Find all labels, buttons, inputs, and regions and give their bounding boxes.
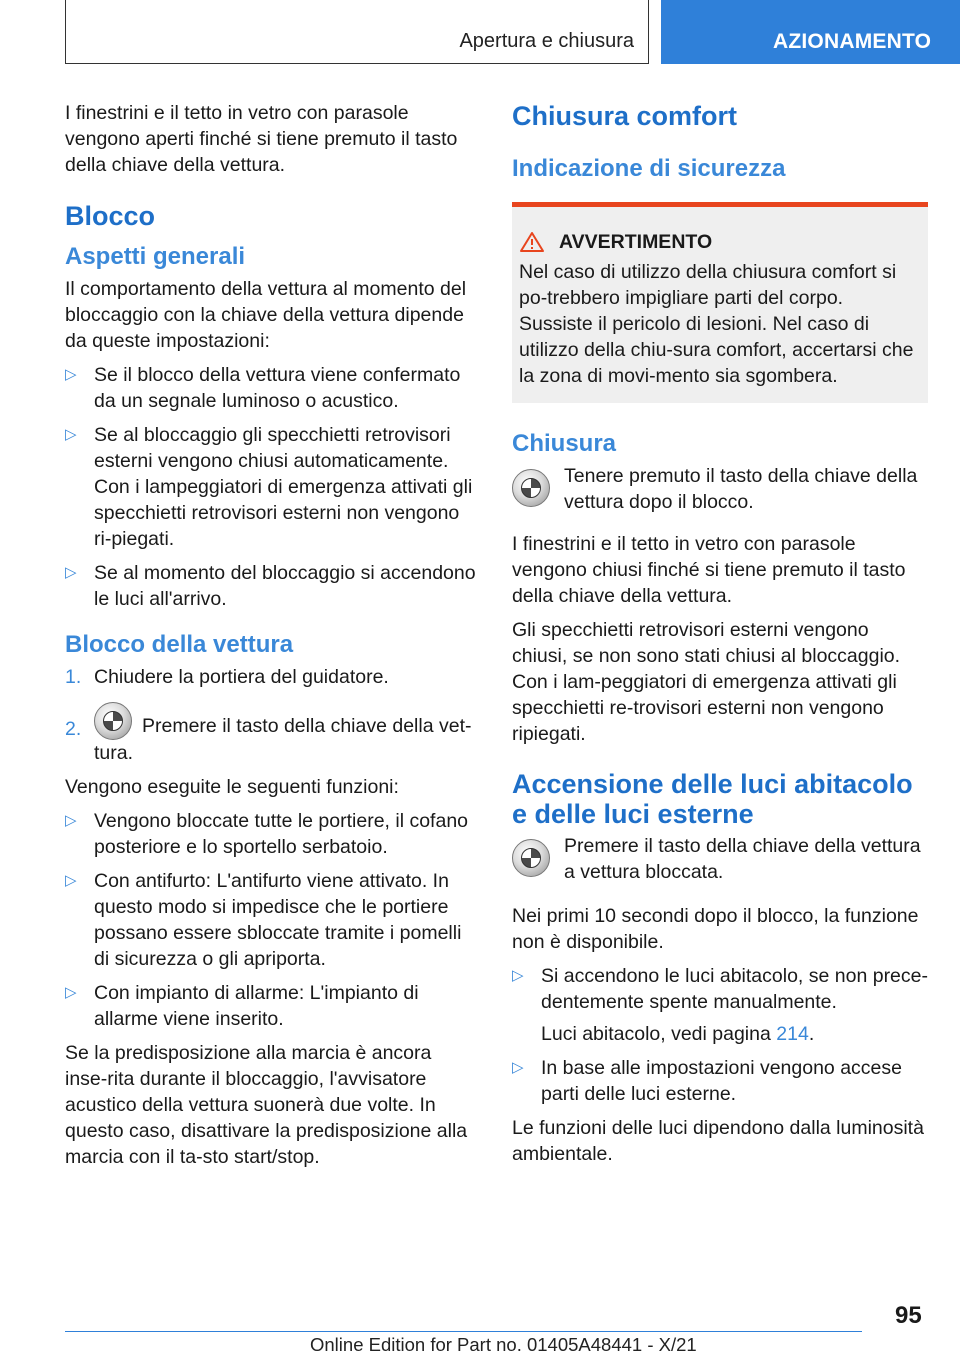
triangle-right-icon: ▷ — [65, 812, 77, 829]
header-section-box — [65, 0, 649, 64]
heading-accensione-luci: Accensione delle luci abitacolo e delle luci esterne — [512, 769, 913, 829]
list-item — [65, 422, 479, 552]
list-item — [65, 868, 479, 972]
step-item — [65, 702, 479, 766]
key-instruction-text: Premere il tasto della chiave della vettura a vettura bloccata. — [564, 835, 921, 883]
list-item-text: Se al bloccaggio gli specchietti retrovisori esterni vengono chiusi automaticamente. Con i lampeggiatori di emergenza attivati gli specchietti retrovisori esterni non vengono ri-piegati. — [94, 424, 473, 550]
heading-aspetti-generali: Aspetti generali — [65, 243, 246, 270]
warning-box — [512, 202, 928, 403]
cross-reference — [541, 1021, 928, 1047]
chiusura-paragraph-2: Gli specchietti retrovisori esterni vengono chiusi, se non sono stati chiusi al bloccaggio. Con i lam-peggiatori di emergenza attivati gli specchietti re-trovisori esterni non vengono ripiegati. — [512, 619, 901, 745]
heading-chiusura: Chiusura — [512, 430, 617, 457]
bmw-key-button-icon — [512, 469, 550, 507]
heading-chiusura-comfort: Chiusura comfort — [512, 101, 738, 131]
chiusura-paragraph-1: I finestrini e il tetto in vetro con parasole vengono chiusi finché si tiene premuto il tasto della chiave della vettura. — [512, 533, 906, 607]
list-item-text: Si accendono le luci abitacolo, se non prece-dentemente spente manualmente. — [541, 965, 928, 1013]
heading-indicazione-sicurezza: Indicazione di sicurezza — [512, 155, 786, 182]
left-column — [65, 100, 479, 1178]
list-item — [65, 980, 479, 1032]
list-item — [65, 560, 479, 612]
warning-title-text: AVVERTIMENTO — [559, 231, 713, 253]
step-number: 1. — [65, 666, 82, 688]
list-item-text: Se al momento del bloccaggio si accendono le luci all'arrivo. — [94, 562, 476, 610]
list-item-text: Se il blocco della vettura viene confermato da un segnale luminoso o acustico. — [94, 364, 461, 412]
list-item — [65, 362, 479, 414]
list-item — [65, 808, 479, 860]
triangle-right-icon: ▷ — [65, 984, 77, 1001]
key-instruction — [512, 833, 928, 885]
triangle-right-icon: ▷ — [65, 872, 77, 889]
step-text: Chiudere la portiera del guidatore. — [94, 666, 389, 688]
page-link[interactable]: 214 — [776, 1023, 809, 1045]
triangle-right-icon: ▷ — [65, 426, 77, 443]
bmw-key-button-icon — [94, 702, 132, 740]
step-text: Premere il tasto della chiave della vet-tura. — [94, 715, 472, 764]
triangle-right-icon: ▷ — [65, 366, 77, 383]
key-instruction-text: Tenere premuto il tasto della chiave della vettura dopo il blocco. — [564, 465, 918, 513]
chapter-title: AZIONAMENTO — [773, 30, 932, 53]
key-instruction — [512, 463, 928, 515]
heading-blocco: Blocco — [65, 201, 156, 231]
triangle-right-icon: ▷ — [512, 1059, 524, 1076]
chapter-tab — [661, 0, 960, 64]
list-item-text: In base alle impostazioni vengono accese parti delle luci esterne. — [541, 1057, 902, 1105]
list-item — [512, 1055, 928, 1107]
right-column — [512, 100, 928, 1175]
closing-paragraph: Se la predisposizione alla marcia è ancora inse-rita durante il bloccaggio, l'avvisatore acustico della vettura suonerà due volte. In questo caso, disattivare la predisposizione alla marcia con il ta-sto start/stop. — [65, 1042, 468, 1168]
bmw-key-button-icon — [512, 839, 550, 877]
cross-reference-end: . — [808, 1023, 815, 1045]
triangle-right-icon: ▷ — [65, 564, 77, 581]
list-item — [512, 963, 928, 1047]
list-item-text: Con impianto di allarme: L'impianto di allarme viene inserito. — [94, 982, 419, 1030]
accensione-paragraph: Nei primi 10 secondi dopo il blocco, la funzione non è disponibile. — [512, 905, 919, 953]
list-item-text: Con antifurto: L'antifurto viene attivato. In questo modo si impedisce che le portiere possano essere sbloccate tramite i pomelli di sicurezza o gli apriporta. — [94, 870, 462, 970]
step-number: 2. — [65, 718, 82, 740]
triangle-right-icon: ▷ — [512, 967, 524, 984]
footer-divider — [65, 1331, 862, 1332]
closing-paragraph: Le funzioni delle luci dipendono dalla luminosità ambientale. — [512, 1117, 924, 1165]
cross-reference-text: Luci abitacolo, vedi pagina — [541, 1023, 771, 1045]
page-number: 95 — [895, 1302, 922, 1329]
aspetti-paragraph: Il comportamento della vettura al momento del bloccaggio con la chiave della vettura dipende da queste impostazioni: — [65, 278, 467, 352]
warning-triangle-icon — [519, 231, 545, 253]
warning-title — [519, 229, 920, 255]
heading-blocco-vettura: Blocco della vettura — [65, 631, 294, 658]
funzioni-intro: Vengono eseguite le seguenti funzioni: — [65, 776, 399, 798]
intro-paragraph: I finestrini e il tetto in vetro con parasole vengono aperti finché si tiene premuto il tasto della chiave della vettura. — [65, 102, 458, 176]
footer-edition: Online Edition for Part no. 01405A48441 - X/21 — [310, 1334, 697, 1355]
step-item — [65, 664, 479, 690]
header-section-title: Apertura e chiusura — [459, 30, 634, 52]
warning-text: Nel caso di utilizzo della chiusura comfort si po-trebbero impigliare parti del corpo. Sussiste il pericolo di lesioni. Nel caso di utilizzo della chiu-sura comfort, accertarsi che la zona di movi-mento sia sgombera. — [519, 261, 914, 387]
list-item-text: Vengono bloccate tutte le portiere, il cofano posteriore e lo sportello serbatoio. — [94, 810, 469, 858]
